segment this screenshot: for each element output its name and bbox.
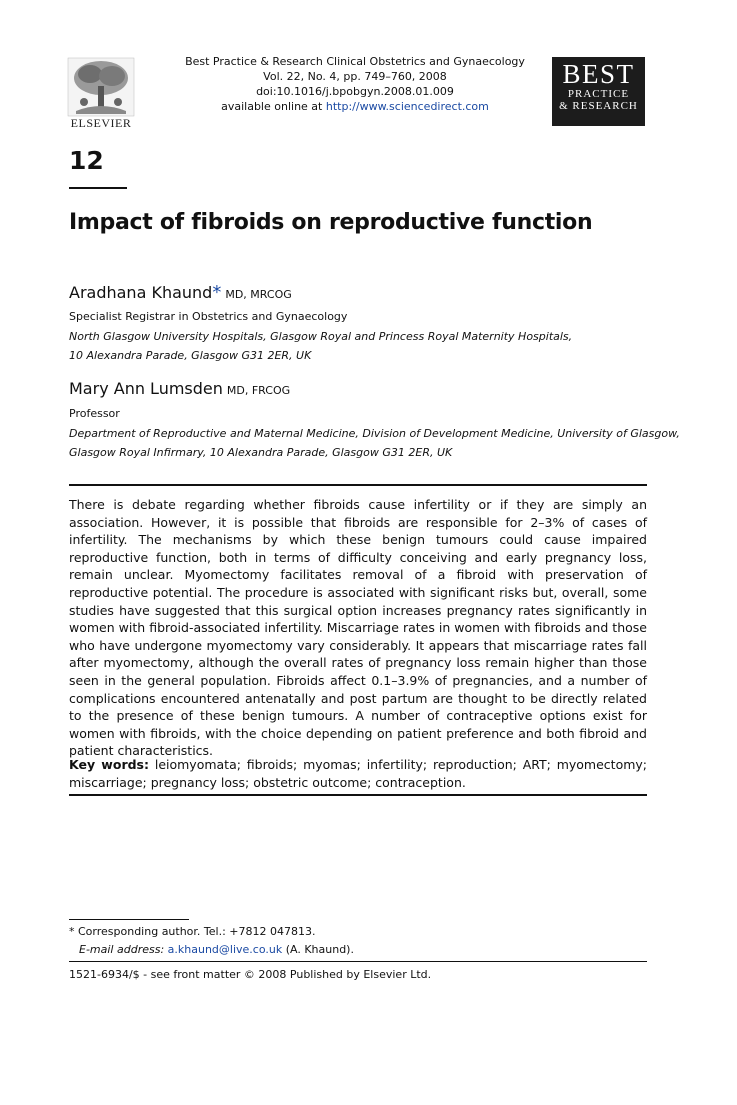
email-note — [79, 943, 354, 956]
author-1-degrees: MD, MRCOG — [225, 288, 292, 301]
abstract-bottom-rule — [69, 794, 647, 796]
copyright-divider — [69, 961, 647, 962]
email-label: E-mail address: — [79, 943, 165, 956]
journal-title: Best Practice & Research Clinical Obstetrics and Gynaecology — [185, 55, 525, 68]
article-title: Impact of fibroids on reproductive function — [69, 210, 593, 235]
email-link[interactable]: a.khaund@live.co.uk — [167, 943, 283, 956]
corresponding-author-marker[interactable]: * — [212, 282, 222, 303]
doi: doi:10.1016/j.bpobgyn.2008.01.009 — [256, 85, 454, 98]
brand-line-3: & RESEARCH — [559, 100, 638, 112]
author-2-affiliation-line-1: Department of Reproductive and Maternal Medicine, Division of Development Medicine, University of Glasgow, — [69, 427, 680, 440]
sciencedirect-link[interactable]: http://www.sciencedirect.com — [325, 100, 489, 113]
keywords-list: leiomyomata; fibroids; myomas; infertility; reproduction; ART; myomectomy; miscarriage; pregnancy loss; obstetric outcome; contraception. — [69, 757, 647, 790]
volume-line: Vol. 22, No. 4, pp. 749–760, 2008 — [263, 70, 447, 83]
journal-info — [150, 54, 560, 114]
author-1 — [69, 282, 292, 303]
author-2 — [69, 379, 290, 398]
brand-line-1: BEST — [562, 59, 635, 89]
available-prefix: available online at — [221, 100, 323, 113]
author-1-affiliation-line-1: North Glasgow University Hospitals, Glasgow Royal and Princess Royal Maternity Hospitals, — [69, 330, 573, 343]
author-2-degrees: MD, FRCOG — [226, 384, 291, 397]
abstract-top-rule — [69, 484, 647, 486]
chapter-divider — [69, 187, 127, 189]
footnote-divider — [69, 919, 189, 920]
author-2-position: Professor — [69, 407, 120, 420]
author-2-affiliation-line-2: Glasgow Royal Infirmary, 10 Alexandra Parade, Glasgow G31 2ER, UK — [69, 446, 453, 459]
abstract-text: There is debate regarding whether fibroids cause infertility or if they are simply an association. However, it is possible that fibroids are responsible for 2–3% of cases of infertility. The mechanisms by which these benign tumours could cause impaired reproductive function, both in terms of difficulty conceiving and early pregnancy loss, remain unclear. Myomectomy facilitates removal of a fibroid with preservation of reproductive potential. The procedure is associated with significant risks but, overall, some studies have suggested that this surgical option increases pregnancy rates significantly in women with fibroid-associated infertility. Miscarriage rates in women with fibroids and those who have undergone myomectomy vary considerably. It appears that miscarriage rates fall after myomectomy, although the overall rates of pregnancy loss remain higher than those seen in the general population. Fibroids affect 0.1–3.9% of pregnancies, and a number of complications encountered antenatally and post partum are thought to be directly related to the presence of these benign tumours. A number of contraceptive options exist for women with fibroids, with the choice depending on patient preference and both fibroid and patient characteristics. — [69, 497, 647, 759]
publisher-name: ELSEVIER — [70, 116, 132, 130]
availability — [150, 99, 560, 114]
copyright-line: 1521-6934/$ - see front matter © 2008 Published by Elsevier Ltd. — [69, 968, 432, 981]
brand-line-2: PRACTICE — [567, 88, 630, 100]
corresponding-author-note: * Corresponding author. Tel.: +7812 047813. — [69, 925, 316, 938]
chapter-number: 12 — [69, 146, 104, 175]
author-1-affiliation-line-2: 10 Alexandra Parade, Glasgow G31 2ER, UK — [69, 349, 312, 362]
email-suffix: (A. Khaund). — [285, 943, 354, 956]
author-2-name: Mary Ann Lumsden — [69, 379, 223, 398]
keywords — [69, 756, 647, 791]
author-1-name: Aradhana Khaund — [69, 283, 213, 302]
best-practice-logo — [552, 57, 645, 126]
keywords-label: Key words: — [69, 757, 149, 772]
author-1-position: Specialist Registrar in Obstetrics and Gynaecology — [69, 310, 348, 323]
